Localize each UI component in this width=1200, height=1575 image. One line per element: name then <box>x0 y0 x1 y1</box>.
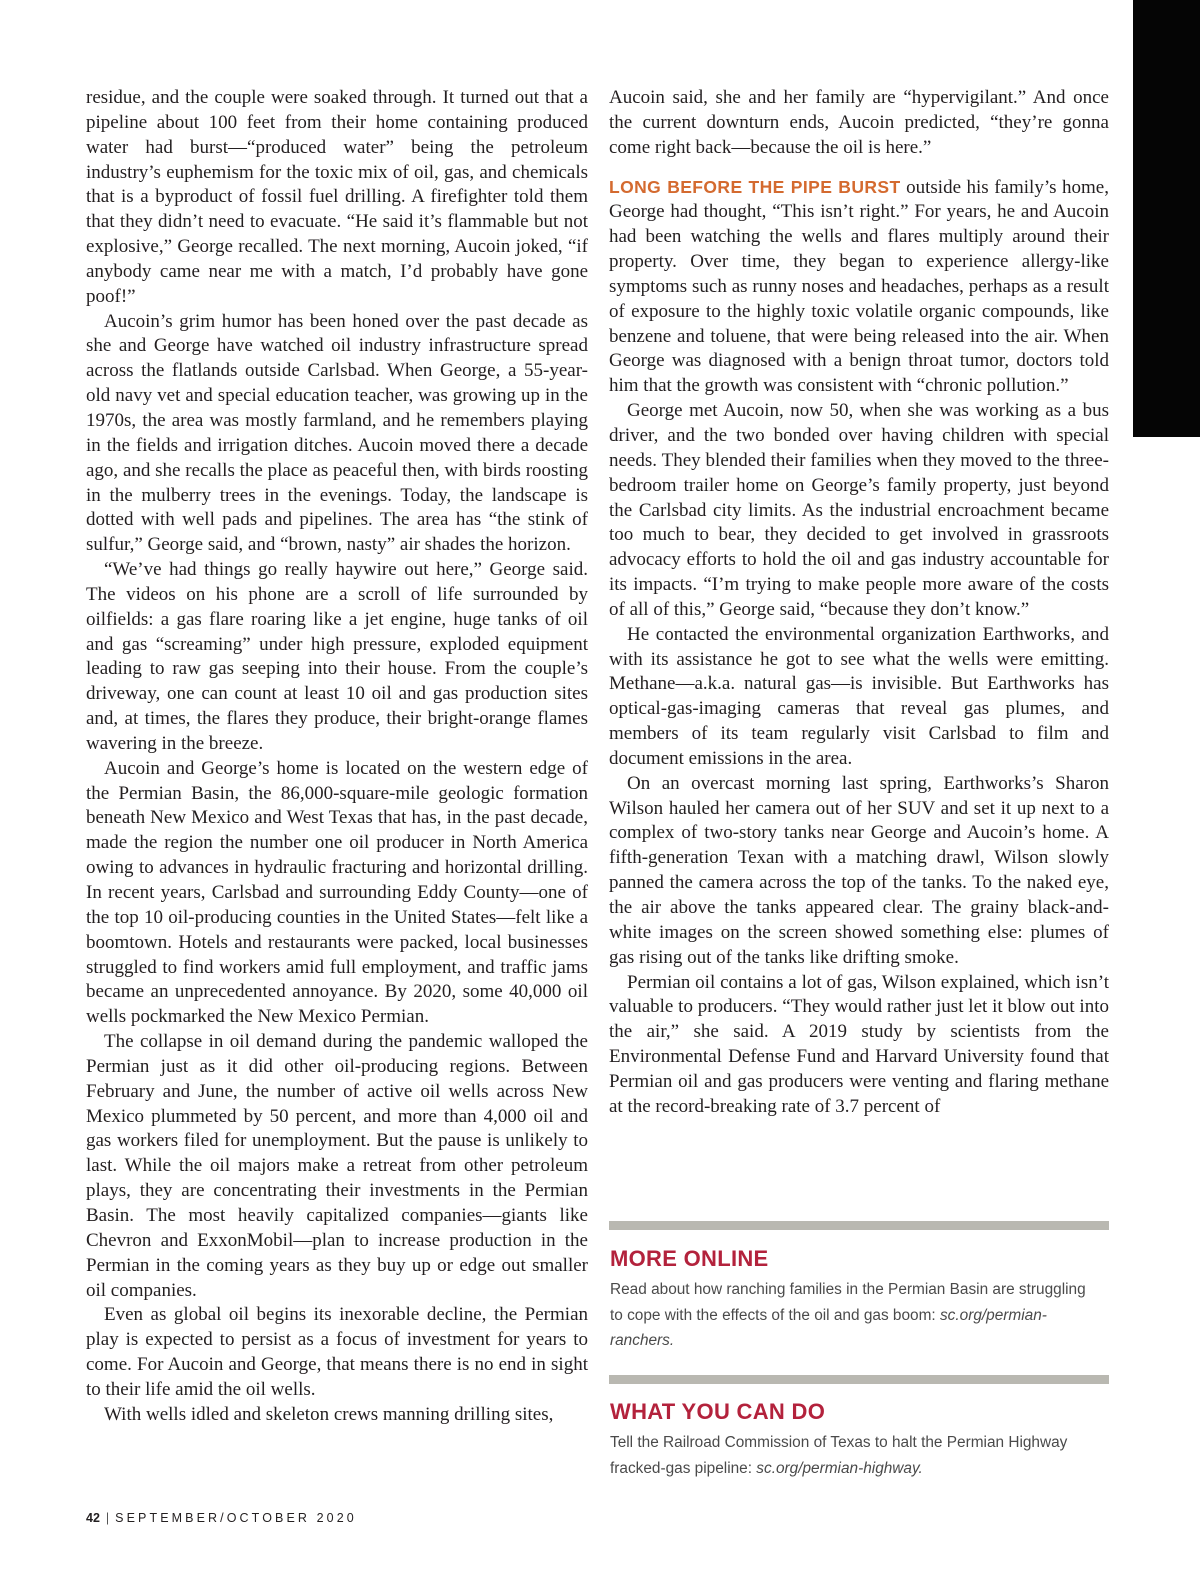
more-online-link[interactable]: sc.org/permian-ranchers. <box>610 1306 1047 1349</box>
page-number: 42 <box>86 1511 100 1525</box>
sidebar-divider-rule <box>609 1375 1109 1384</box>
what-you-can-do-link[interactable]: sc.org/permian-highway. <box>756 1459 923 1477</box>
page-footer <box>86 1511 357 1525</box>
body-paragraph: Permian oil contains a lot of gas, Wilson explained, which isn’t valuable to producers. “They would rather just let it blow out into the air,” she said. A 2019 study by scientists from the Environmental Defense Fund and Harvard University found that Permian oil and gas producers were venting and flaring methane at the record-breaking rate of 3.7 percent of <box>609 971 1109 1117</box>
what-you-can-do-text <box>610 1430 1100 1481</box>
body-paragraph: With wells idled and skeleton crews manning drilling sites, <box>104 1403 554 1425</box>
more-online-heading: MORE ONLINE <box>610 1246 769 1271</box>
body-paragraph: Even as global oil begins its inexorable decline, the Permian play is expected to persist as a focus of investment for years to come. For Aucoin and George, that means there is no end in sight to their life amid the oil wells. <box>86 1304 588 1400</box>
body-paragraph: The collapse in oil demand during the pandemic walloped the Permian just as it did other oil-producing regions. Between February and June, the number of active oil wells across New Mexico plummeted by 50 percent, and more than 4,000 oil and gas workers filed for unemployment. But the pause is unlikely to last. While the oil majors make a retreat from other petroleum plays, they are concentrating their investments in the Permian Basin. The most heavily capitalized companies—giants like Chevron and ExxonMobil—plan to increase production in the Permian in the coming years as they buy up or edge out smaller oil companies. <box>86 1031 588 1301</box>
what-you-can-do-heading: WHAT YOU CAN DO <box>610 1399 826 1424</box>
what-you-can-do-body: Tell the Railroad Commission of Texas to halt the Permian Highway fracked-gas pipeline: <box>610 1434 1068 1477</box>
section-lead-in: LONG BEFORE THE PIPE BURST <box>609 176 901 197</box>
more-online-body: Read about how ranching families in the Permian Basin are struggling to cope with the effects of the oil and gas boom: <box>610 1281 1086 1324</box>
sidebar-divider-rule <box>609 1221 1109 1230</box>
section-opening-paragraph <box>609 175 1109 400</box>
body-paragraph: Aucoin and George’s home is located on the western edge of the Permian Basin, the 86,000-square-mile geologic formation beneath New Mexico and West Texas that has, in the past decade, made the region the number one oil producer in North America owing to advances in hydraulic fracturing and horizontal drilling. In recent years, Carlsbad and surrounding Eddy County—one of the top 10 oil-producing counties in the United States—felt like a boomtown. Hotels and restaurants were packed, local businesses struggled to find workers amid full employment, and traffic jams became an unprecedented annoyance. By 2020, some 40,000 oil wells pockmarked the New Mexico Permian. <box>86 757 588 1028</box>
body-paragraph: Aucoin said, she and her family are “hypervigilant.” And once the current downturn ends, Aucoin predicted, “they’re gonna come right back—because the oil is here.” <box>609 87 1109 158</box>
body-paragraph: Aucoin’s grim humor has been honed over the past decade as she and George have watched oil industry infrastructure spread across the flatlands outside Carlsbad. When George, a 55-year-old navy vet and special education teacher, was growing up in the 1970s, the area was mostly farmland, and he remembers playing in the fields and irrigation ditches. Aucoin moved there a decade ago, and she recalls the place as peaceful then, with birds roosting in the mulberry trees in the evenings. Today, the landscape is dotted with well pads and pipelines. The area has “the stink of sulfur,” George said, and “brown, nasty” air shades the horizon. <box>86 310 588 556</box>
edge-tab-marker <box>1133 0 1200 437</box>
body-paragraph: He contacted the environmental organization Earthworks, and with its assistance he got to see what the wells were emitting. Methane—a.k.a. natural gas—is invisible. But Earthworks has optical-gas-imaging cameras that reveal gas plumes, and members of its team regularly visit Carlsbad to film and document emissions in the area. <box>609 623 1109 769</box>
body-paragraph: George met Aucoin, now 50, when she was working as a bus driver, and the two bonded over having children with special needs. They blended their families when they moved to the three-bedroom trailer home on George’s family property, just beyond the Carlsbad city limits. As the industrial encroachment became too much to bear, they decided to get involved in grassroots advocacy efforts to hold the oil and gas industry accountable for its impacts. “I’m trying to make people more aware of the costs of all of this,” George said, “because they don’t know.” <box>609 400 1109 620</box>
issue-date: SEPTEMBER/OCTOBER 2020 <box>115 1511 357 1525</box>
body-paragraph: “We’ve had things go really haywire out here,” George said. The videos on his phone are a scroll of life surrounded by oilfields: a gas flare roaring like a jet engine, huge tanks of oil and gas “screaming” under high pressure, exploded equipment leading to raw gas seeping into their house. From the couple’s driveway, one can count at least 10 oil and gas production sites and, at times, the flares they produce, their bright-orange flames wavering in the breeze. <box>86 559 588 754</box>
body-paragraph: residue, and the couple were soaked through. It turned out that a pipeline about 100 feet from their home containing produced water had burst—“produced water” being the petroleum industry’s euphemism for the toxic mix of oil, gas, and chemicals that is a byproduct of fossil fuel drilling. A firefighter told them that they didn’t need to evacuate. “He said it’s flammable but not explosive,” George recalled. The next morning, Aucoin joked, “if anybody came near me with a match, I’d probably have gone poof!” <box>86 87 588 307</box>
section-body-text: outside his family’s home, George had thought, “This isn’t right.” For years, he and Aucoin had been watching the wells and flares multiply around their property. Over time, they began to experience allergy-like symptoms such as runny noses and headaches, perhaps as a result of exposure to the highly toxic volatile organic compounds, like benzene and toluene, that were being released into the air. When George was diagnosed with a benign throat tumor, doctors told him that the growth was consistent with “chronic pollution.” <box>609 176 1109 397</box>
left-text-column <box>86 86 588 1428</box>
right-text-column <box>609 86 1109 1120</box>
footer-separator: | <box>105 1511 110 1525</box>
more-online-text <box>610 1277 1100 1354</box>
body-paragraph: On an overcast morning last spring, Earthworks’s Sharon Wilson hauled her camera out of her SUV and set it up next to a complex of two-story tanks near George and Aucoin’s home. A fifth-generation Texan with a matching drawl, Wilson slowly panned the camera across the top of the tanks. To the naked eye, the air above the tanks appeared clear. The grainy black-and-white images on the screen showed something else: plumes of gas rising out of the tanks like drifting smoke. <box>609 772 1109 968</box>
